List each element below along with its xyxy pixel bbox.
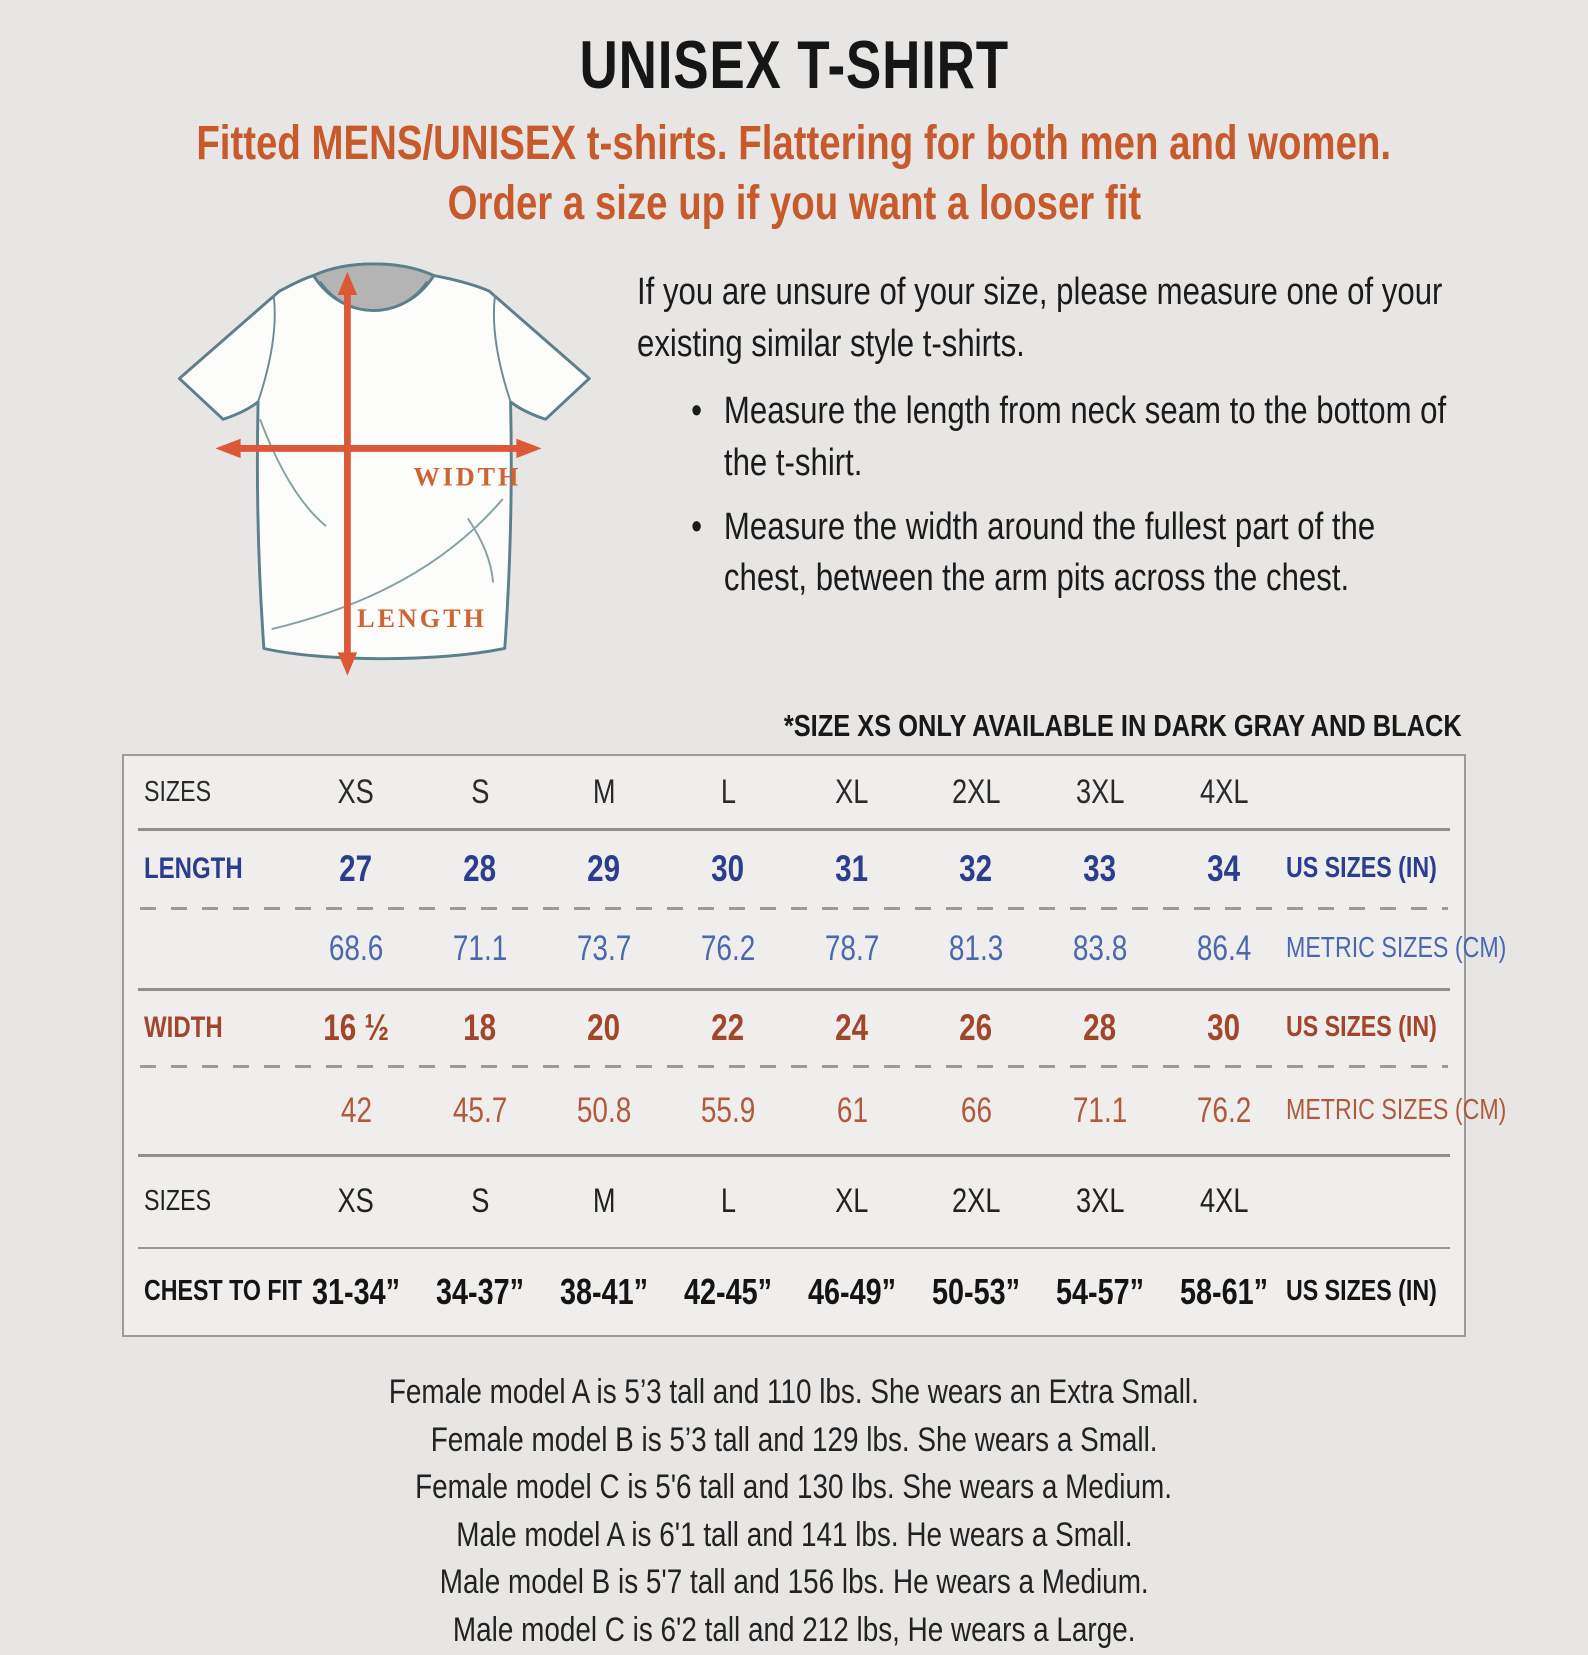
row-label: CHEST TO FIT [144,1275,303,1308]
value-cell: 31-34” [311,1270,401,1312]
table-row-width-metric [124,1068,1507,1154]
bullet-icon: • [691,505,703,548]
value-cell: 16 ½ [323,1006,389,1048]
value-cell: 71.1 [452,928,508,968]
value-cell: 73.7 [576,928,632,968]
unit-label: US SIZES (IN) [1286,852,1437,885]
value-cell: 58-61” [1179,1270,1269,1312]
size-chart-infographic [0,26,1588,1655]
value-cell: 46-49” [807,1270,897,1312]
size-cell: 2XL [951,773,1001,812]
value-cell: 42 [340,1090,372,1130]
instructions-intro: If you are unsure of your size, please measure one of your existing similar style t-shirts. [637,270,1443,365]
value-cell: 27 [339,847,373,889]
unit-label: METRIC SIZES (CM) [1286,1094,1507,1127]
middle-section [0,237,1588,694]
xs-availability-note [0,708,1462,744]
subtitle [0,114,1588,235]
bullet-item [637,386,1450,489]
value-cell: 61 [836,1090,868,1130]
measuring-instructions [637,267,1450,605]
row-label: WIDTH [144,1010,223,1044]
subtitle-line2: Order a size up if you want a looser fit [447,177,1141,231]
value-cell: 50-53” [931,1270,1021,1312]
size-cell: XL [835,773,869,812]
value-cell: 22 [711,1006,745,1048]
model-note-text: Female model A is 5’3 tall and 110 lbs. She wears an Extra Small. [389,1372,1199,1411]
table-row-width-us [124,991,1464,1065]
model-note-line [0,1369,1588,1417]
unit-label: METRIC SIZES (CM) [1286,932,1507,965]
size-cell: 2XL [951,1182,1001,1221]
model-note-text: Male model B is 5'7 tall and 156 lbs. He wears a Medium. [439,1563,1149,1602]
table-row-length-metric [124,910,1507,988]
model-note-text: Male model A is 6'1 tall and 141 lbs. He wears a Small. [455,1515,1133,1554]
model-note-text: Female model C is 5'6 tall and 130 lbs. She wears a Medium. [415,1468,1173,1507]
value-cell: 30 [1207,1006,1241,1048]
value-cell: 71.1 [1072,1090,1128,1130]
value-cell: 33 [1083,847,1117,889]
value-cell: 50.8 [576,1090,632,1130]
size-cell: L [720,1182,736,1221]
value-cell: 30 [711,847,745,889]
size-cell: M [592,773,616,812]
size-cell: 3XL [1075,1182,1125,1221]
value-cell: 42-45” [683,1270,773,1312]
value-cell: 76.2 [1196,1090,1252,1130]
value-cell: 38-41” [559,1270,649,1312]
value-cell: 76.2 [700,928,756,968]
size-cell: S [470,1182,490,1221]
size-cell: 4XL [1199,1182,1249,1221]
size-cell: XL [835,1182,869,1221]
value-cell: 24 [835,1006,869,1048]
size-cell: S [470,773,490,812]
value-cell: 32 [959,847,993,889]
instructions-bullets [637,386,1450,605]
value-cell: 83.8 [1072,928,1128,968]
model-note-line [0,1512,1588,1560]
table-row-chest-to-fit [124,1249,1464,1335]
model-note-line [0,1607,1588,1655]
length-arrow-bottom-head [338,652,357,675]
value-cell: 45.7 [452,1090,508,1130]
size-cell: 4XL [1199,773,1249,812]
unit-label: US SIZES (IN) [1286,1011,1437,1044]
size-cell: L [720,773,736,812]
value-cell: 31 [835,847,869,889]
value-cell: 28 [1083,1006,1117,1048]
bullet-icon: • [691,390,703,433]
width-arrow-right-head [516,439,541,458]
value-cell: 34-37” [435,1270,525,1312]
table-row-sizes-header-2 [124,1157,1464,1247]
size-table [122,754,1507,1337]
bullet-text-width: Measure the width around the fullest part of the chest, between the arm pits across the chest. [723,505,1376,600]
model-size-notes [0,1369,1588,1655]
xs-availability-note-text: *SIZE XS ONLY AVAILABLE IN DARK GRAY AND BLACK [784,707,1462,743]
model-note-line [0,1464,1588,1512]
bullet-text-length: Measure the length from neck seam to the bottom of the t-shirt. [723,390,1447,484]
value-cell: 29 [587,847,621,889]
value-cell: 28 [463,847,497,889]
value-cell: 20 [587,1006,621,1048]
unit-label: US SIZES (IN) [1286,1275,1437,1308]
row-label: LENGTH [144,851,243,885]
value-cell: 81.3 [948,928,1004,968]
width-arrow-left-head [215,439,240,458]
width-label: WIDTH [413,462,522,492]
model-note-text: Male model C is 6'2 tall and 212 lbs, He wears a Large. [452,1610,1136,1649]
value-cell: 34 [1207,847,1241,889]
value-cell: 68.6 [328,928,384,968]
value-cell: 55.9 [700,1090,756,1130]
size-cell: M [592,1182,616,1221]
tshirt-diagram [126,237,631,694]
value-cell: 54-57” [1055,1270,1145,1312]
model-note-text: Female model B is 5’3 tall and 129 lbs. She wears a Small. [430,1420,1158,1459]
value-cell: 78.7 [824,928,880,968]
tshirt-measurement-icon [126,237,631,689]
bullet-item [637,502,1450,605]
value-cell: 26 [959,1006,993,1048]
size-cell: XS [337,773,375,812]
subtitle-line1: Fitted MENS/UNISEX t-shirts. Flattering for both men and women. [196,117,1392,170]
value-cell: 18 [463,1006,497,1048]
table-row-length-us [124,831,1464,907]
tshirt-body [179,264,589,659]
page-title-text: UNISEX T-SHIRT [579,27,1009,103]
page-title [0,26,1588,104]
model-note-line [0,1417,1588,1465]
size-cell: XS [337,1182,375,1221]
length-label: LENGTH [357,604,487,634]
model-note-line [0,1559,1588,1607]
size-cell: 3XL [1075,773,1125,812]
row-label: SIZES [144,1185,212,1218]
value-cell: 66 [960,1090,992,1130]
row-label: SIZES [144,776,212,809]
table-row-sizes-header [124,758,1464,828]
value-cell: 86.4 [1196,928,1252,968]
